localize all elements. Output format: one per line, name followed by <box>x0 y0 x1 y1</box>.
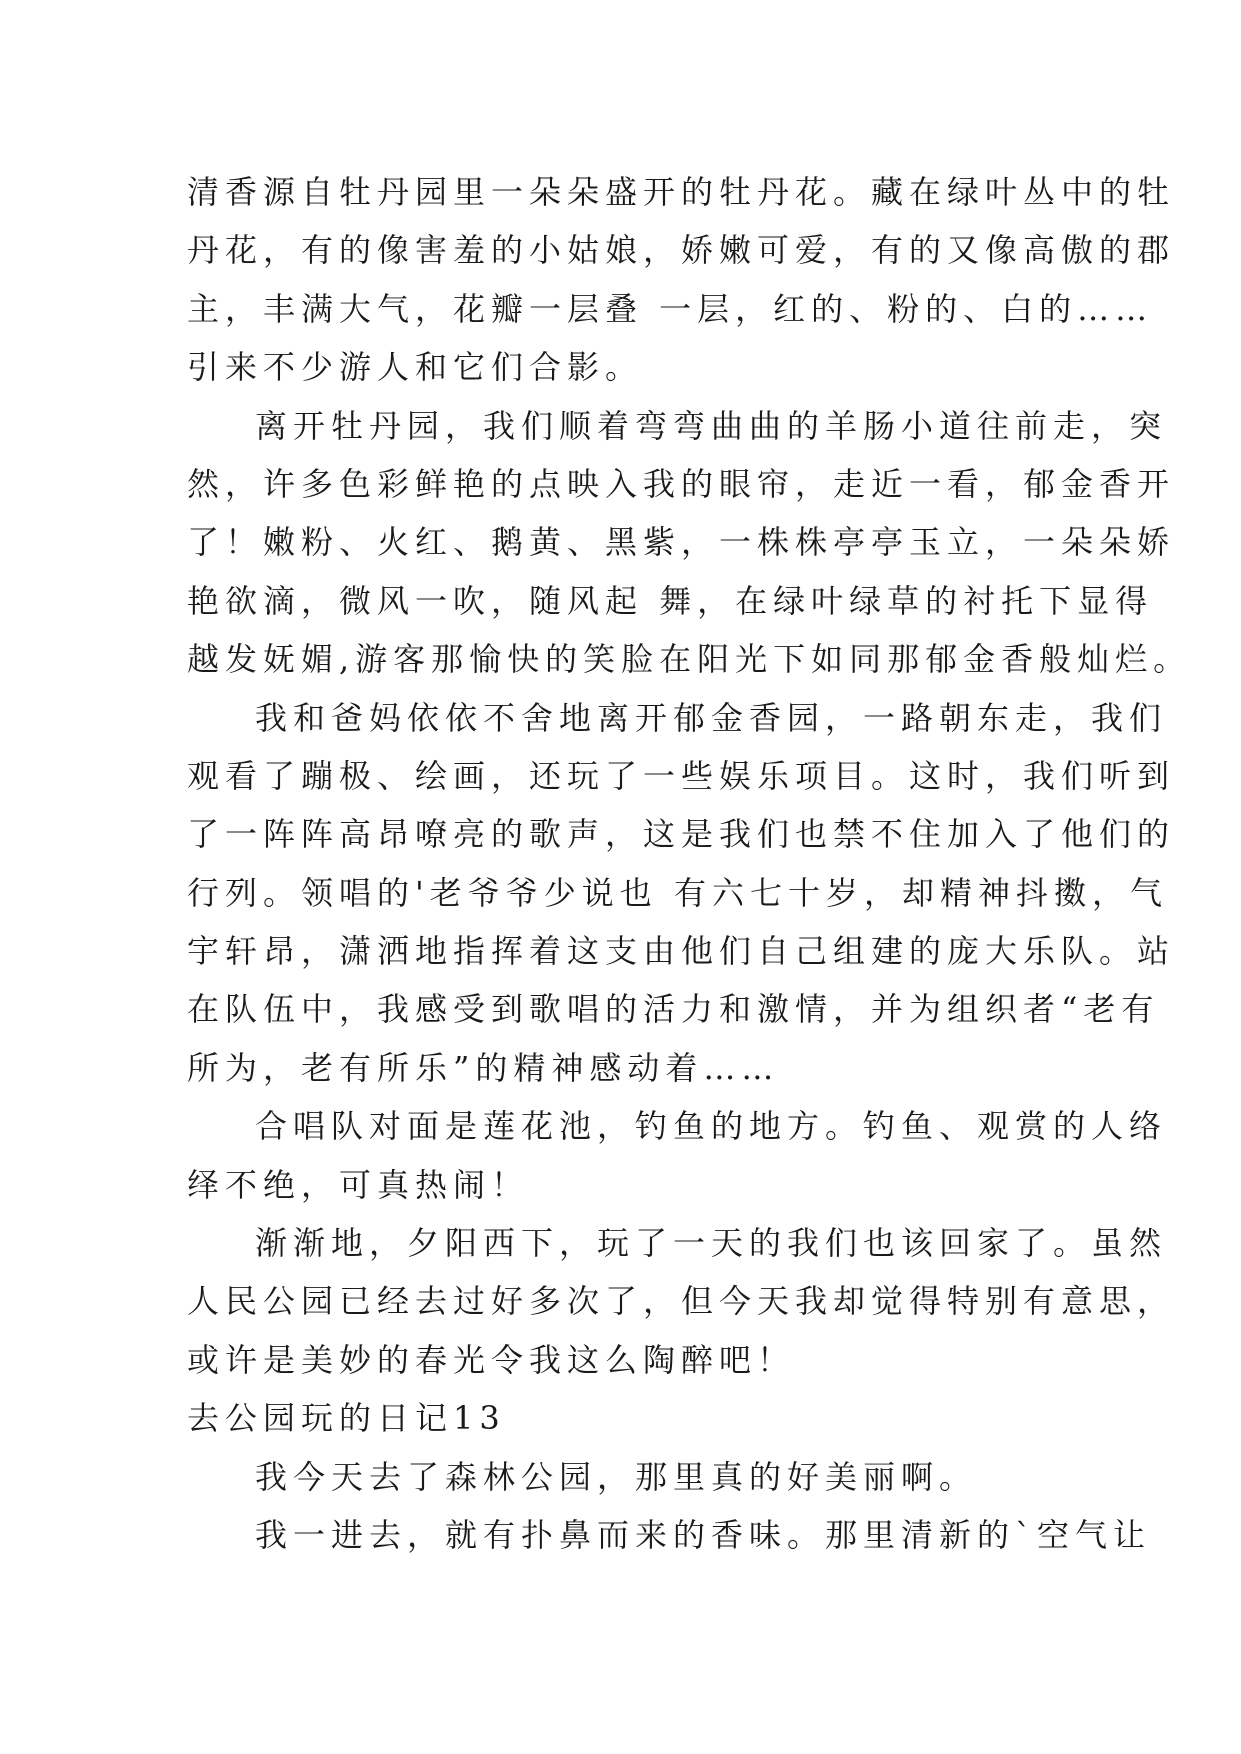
text-line: 或许是美妙的春光令我这么陶醉吧！ <box>187 1340 796 1379</box>
text-line: 观看了蹦极、绘画，还玩了一些娱乐项目。这时，我们听到 <box>187 756 1176 795</box>
text-line: 绎不绝，可真热闹！ <box>187 1165 530 1204</box>
text-line: 了！嫩粉、火红、鹅黄、黑紫，一株株亭亭玉立，一朵朵娇 <box>187 523 1176 562</box>
paragraph-first-line: 渐渐地，夕阳西下，玩了一天的我们也该回家了。虽然 <box>255 1224 1168 1263</box>
text-line: 然，许多色彩鲜艳的点映入我的眼帘，走近一看，郁金香开 <box>187 464 1176 503</box>
paragraph-first-line: 我和爸妈依依不舍地离开郁金香园，一路朝东走，我们 <box>255 698 1168 737</box>
paragraph-first-line: 我今天去了森林公园，那里真的好美丽啊。 <box>255 1457 978 1496</box>
text-line: 所为，老有所乐”的精神感动着…… <box>187 1048 780 1087</box>
text-line: 行列。领唱的'老爷爷少说也 有六七十岁，却精神抖擞，气 <box>187 873 1168 912</box>
document-body <box>187 163 1192 1564</box>
text-line: 在队伍中，我感受到歌唱的活力和激情，并为组织者“老有 <box>187 990 1160 1029</box>
text-line: 清香源自牡丹园里一朵朵盛开的牡丹花。藏在绿叶丛中的牡 <box>187 173 1176 211</box>
text-line: 主，丰满大气，花瓣一层叠 一层，红的、粉的、白的…… <box>187 289 1154 328</box>
text-line: 人民公园已经去过好多次了，但今天我却觉得特别有意思， <box>187 1282 1176 1321</box>
paragraph-first-line: 合唱队对面是莲花池，钓鱼的地方。钓鱼、观赏的人络 <box>255 1107 1168 1146</box>
text-line: 艳欲滴，微风一吹，随风起 舞，在绿叶绿草的衬托下显得 <box>187 581 1154 620</box>
paragraph-first-line: 离开牡丹园，我们顺着弯弯曲曲的羊肠小道往前走，突 <box>255 406 1168 445</box>
paragraph-first-line: 我一进去，就有扑鼻而来的香味。那里清新的`空气让 <box>255 1515 1152 1554</box>
text-line: 越发妩媚,游客那愉快的笑脸在阳光下如同那郁金香般灿烂。 <box>187 640 1192 679</box>
text-line: 丹花，有的像害羞的小姑娘，娇嫩可爱，有的又像高傲的郡 <box>187 231 1176 270</box>
text-line: 了一阵阵高昂嘹亮的歌声，这是我们也禁不住加入了他们的 <box>187 815 1176 854</box>
text-line: 引来不少游人和它们合影。 <box>187 348 644 387</box>
text-line: 宇轩昂，潇洒地指挥着这支由他们自己组建的庞大乐队。站 <box>187 932 1176 971</box>
section-heading: 去公园玩的日记13 <box>187 1399 506 1438</box>
